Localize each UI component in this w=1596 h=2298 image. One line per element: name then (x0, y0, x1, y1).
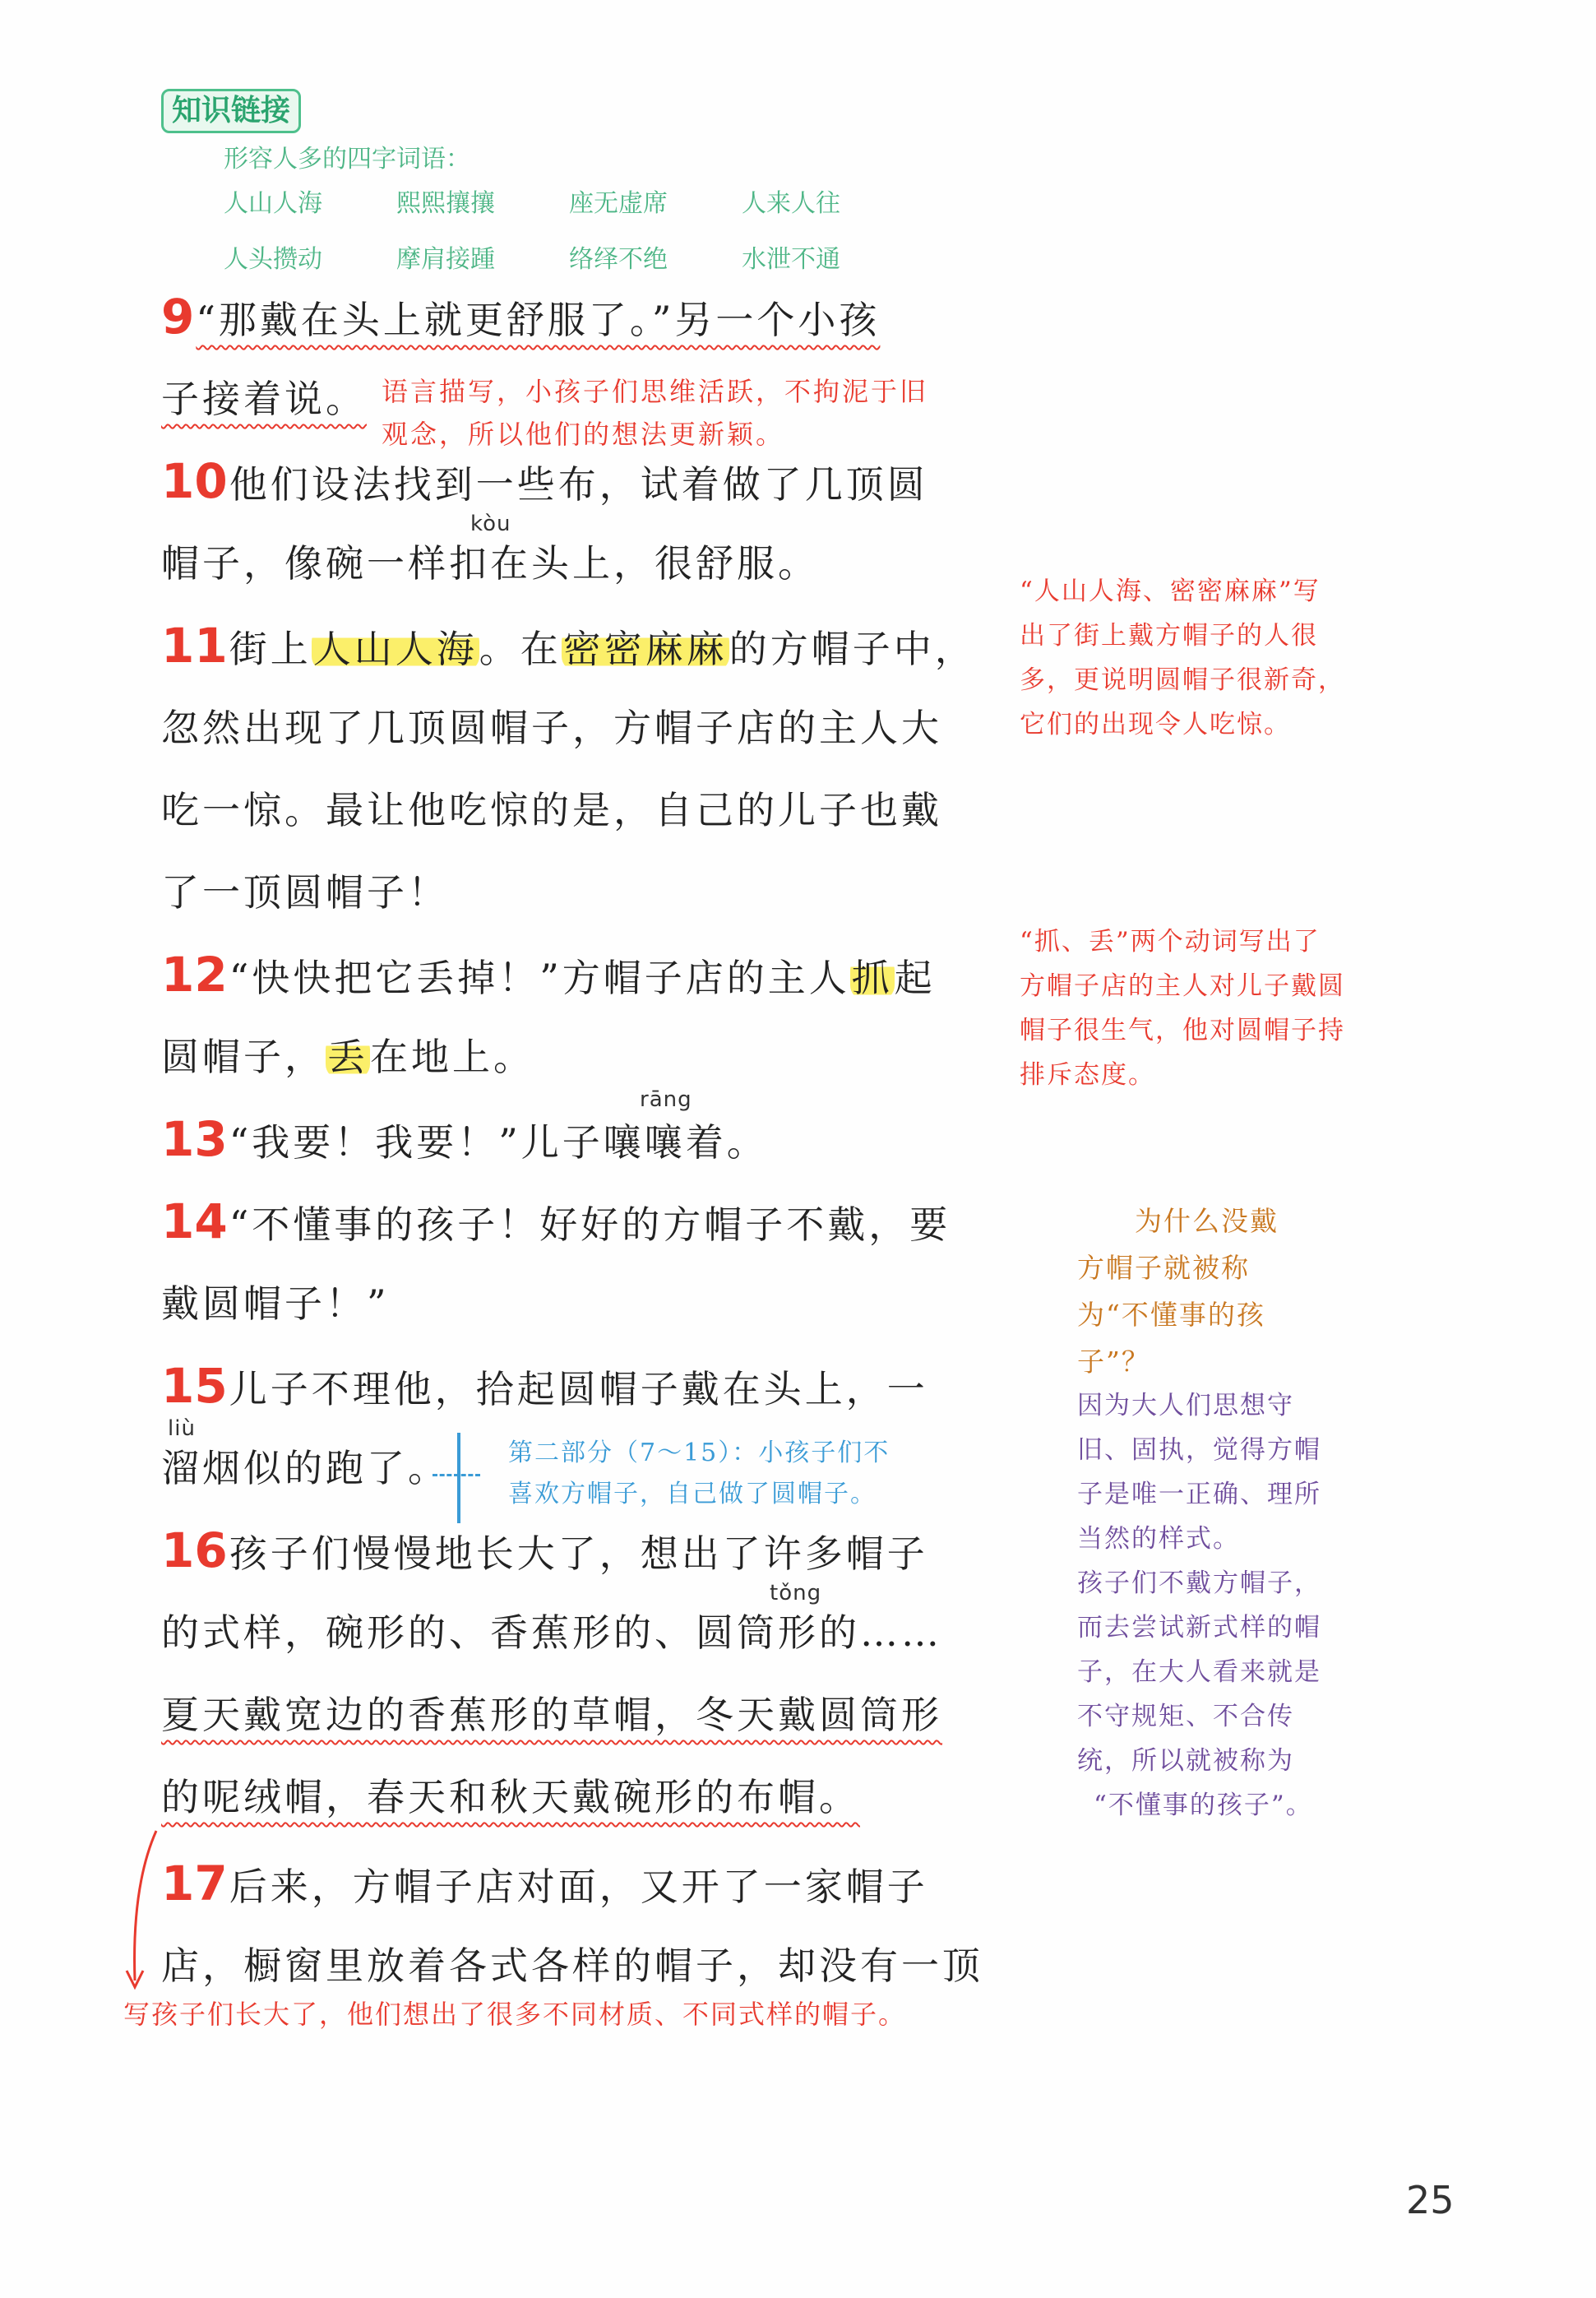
paragraph-16-line-1 (161, 1509, 1016, 1595)
paragraph-text: 圆帽子， (161, 1035, 326, 1079)
paragraph-text: “那戴在头上就更舒服了。”另一个小孩 (196, 298, 881, 342)
note-line: 方帽子就被称 (1077, 1252, 1250, 1284)
paragraph-12-line-1 (161, 934, 1016, 1019)
pinyin-annotation: kòu (470, 512, 511, 536)
paragraph-text: 戴圆帽子！” (161, 1281, 390, 1326)
paragraph-text: 的呢绒帽，春天和秋天戴碗形的布帽。 (161, 1775, 860, 1819)
note-line: 第二部分（7～15）：小孩子们不 (508, 1439, 891, 1467)
paragraph-16-line-4 (161, 1756, 1016, 1838)
paragraph-text: 起 (894, 956, 936, 1000)
note-line: 为什么没戴 (1135, 1205, 1279, 1237)
paragraph-number: 17 (161, 1856, 228, 1911)
paragraph-13 (161, 1098, 1016, 1184)
paragraph-17-line-1 (161, 1842, 1016, 1928)
paragraph-11-line-2 (161, 687, 1016, 769)
paragraph-10-line-2 (161, 522, 1016, 605)
paragraph-9-line-1 (161, 276, 1016, 361)
note-line: 为“不懂事的孩 (1077, 1299, 1265, 1331)
highlighted-phrase: 人山人海 (312, 627, 478, 671)
note-line: 观念，所以他们的想法更新颖。 (382, 419, 785, 450)
note-line: “不懂事的孩子”。 (1094, 1791, 1313, 1820)
paragraph-text: “快快把它丢掉！”方帽子店的主人 (229, 956, 850, 1000)
note-line: “抓、丢”两个动词写出了 (1020, 927, 1321, 957)
note-line: 多，更说明圆帽子很新奇， (1020, 665, 1345, 695)
note-line: “人山人海、密密麻麻”写 (1020, 577, 1321, 606)
paragraph-16-line-2 (161, 1591, 1016, 1674)
paragraph-14-line-1 (161, 1180, 1016, 1266)
paragraph-text: 帽子，像碗一样扣在头上，很舒服。 (161, 541, 819, 586)
paragraph-text: 他们设法找到一些布，试着做了几顶圆 (229, 462, 928, 507)
knowledge-link-badge: 知识链接 (161, 89, 301, 133)
note-line: 排斥态度。 (1020, 1060, 1155, 1090)
note-line: 而去尝试新式样的帽 (1077, 1613, 1321, 1642)
paragraph-number: 14 (161, 1193, 228, 1249)
arrow-icon (115, 1826, 181, 1999)
paragraph-text: 儿子不理他，拾起圆帽子戴在头上，一 (229, 1367, 928, 1411)
highlighted-phrase: 密密麻麻 (562, 627, 728, 671)
section-connector (433, 1474, 480, 1476)
paragraph-text: “我要！我要！”儿子嚷嚷着。 (229, 1120, 768, 1165)
knowledge-word: 座无虚席 (569, 189, 668, 218)
note-line: 当然的样式。 (1077, 1524, 1240, 1554)
highlighted-verb: 抓 (851, 956, 893, 1000)
paragraph-text: “不懂事的孩子！好好的方帽子不戴，要 (229, 1202, 951, 1247)
paragraph-text: 。在 (479, 627, 562, 671)
paragraph-number: 12 (161, 947, 228, 1003)
note-verbs (1020, 920, 1431, 1097)
knowledge-word: 人头攒动 (224, 245, 322, 274)
paragraph-text: 夏天戴宽边的香蕉形的草帽，冬天戴圆筒形 (161, 1693, 942, 1737)
paragraph-16-line-3 (161, 1674, 1016, 1756)
note-line: 帽子很生气，他对圆帽子持 (1020, 1016, 1345, 1045)
question-note (1077, 1198, 1423, 1385)
paragraph-text: 忽然出现了几顶圆帽子，方帽子店的主人大 (161, 706, 942, 750)
paragraph-11-line-4 (161, 851, 1016, 934)
paragraph-text: 孩子们慢慢地长大了，想出了许多帽子 (229, 1531, 928, 1576)
note-line: 统，所以就被称为 (1077, 1746, 1294, 1776)
paragraph-text: 后来，方帽子店对面，又开了一家帽子 (229, 1865, 928, 1909)
paragraph-number: 15 (161, 1358, 228, 1414)
knowledge-word: 摩肩接踵 (396, 245, 495, 274)
note-crowd-words (1020, 569, 1431, 747)
paragraph-10-line-1 (161, 440, 1016, 526)
knowledge-intro: 形容人多的四字词语： (224, 145, 470, 174)
paragraph-number: 13 (161, 1111, 228, 1167)
paragraph-14-line-2 (161, 1263, 1016, 1345)
note-line: 喜欢方帽子，自己做了圆帽子。 (508, 1480, 877, 1508)
paragraph-number: 16 (161, 1522, 228, 1578)
knowledge-word: 熙熙攘攘 (396, 189, 495, 218)
paragraph-text: 吃一惊。最让他吃惊的是，自己的儿子也戴 (161, 788, 942, 832)
paragraph-text: 了一顶圆帽子！ (161, 870, 449, 915)
paragraph-text: 在地上。 (370, 1035, 534, 1079)
paragraph-text: 溜烟似的跑了。 (161, 1446, 449, 1490)
paragraph-text: 店，橱窗里放着各式各样的帽子，却没有一顶 (161, 1944, 983, 1988)
note-line: 出了街上戴方帽子的人很 (1020, 621, 1318, 651)
note-line: 它们的出现令人吃惊。 (1020, 710, 1291, 739)
note-line: 旧、固执，觉得方帽 (1077, 1435, 1321, 1465)
paragraph-text: 的方帽子中， (729, 627, 976, 671)
paragraph-number: 11 (161, 618, 228, 674)
paragraph-11-line-1 (161, 605, 1016, 690)
answer-note (1077, 1383, 1423, 1828)
pinyin-annotation: rāng (640, 1087, 692, 1112)
paragraph-text: 街上 (229, 627, 312, 671)
knowledge-word: 人来人往 (742, 189, 840, 218)
paragraph-11-line-3 (161, 769, 1016, 851)
note-line: 方帽子店的主人对儿子戴圆 (1020, 971, 1345, 1001)
page-number: 25 (1406, 2178, 1455, 2222)
note-line: 子”？ (1077, 1346, 1150, 1378)
paragraph-number: 9 (161, 289, 195, 345)
highlighted-verb: 丢 (327, 1035, 368, 1079)
note-line: 语言描写，小孩子们思维活跃，不拘泥于旧 (382, 376, 929, 407)
note-line: 因为大人们思想守 (1077, 1391, 1294, 1420)
note-line: 孩子们不戴方帽子， (1077, 1568, 1321, 1598)
paragraph-15-line-1 (161, 1345, 1016, 1430)
paragraph-number: 10 (161, 453, 228, 509)
knowledge-word: 人山人海 (224, 189, 322, 218)
paragraph-12-line-2 (161, 1016, 1016, 1098)
note-children-grow-up: 写孩子们长大了，他们想出了很多不同材质、不同式样的帽子。 (123, 1999, 907, 2030)
pinyin-annotation: tǒng (770, 1581, 822, 1605)
paragraph-text: 的式样，碗形的、香蕉形的、圆筒形的…… (161, 1610, 942, 1655)
pinyin-annotation: liù (168, 1416, 196, 1441)
note-line: 不守规矩、不合传 (1077, 1702, 1294, 1731)
note-line: 子是唯一正确、理所 (1077, 1480, 1321, 1509)
note-line: 子，在大人看来就是 (1077, 1657, 1321, 1687)
paragraph-text: 子接着说。 (161, 377, 367, 421)
knowledge-word: 水泄不通 (742, 245, 840, 274)
knowledge-word-grid (224, 188, 914, 276)
knowledge-word: 络绎不绝 (569, 245, 668, 274)
note-part-two-summary (508, 1433, 1034, 1515)
